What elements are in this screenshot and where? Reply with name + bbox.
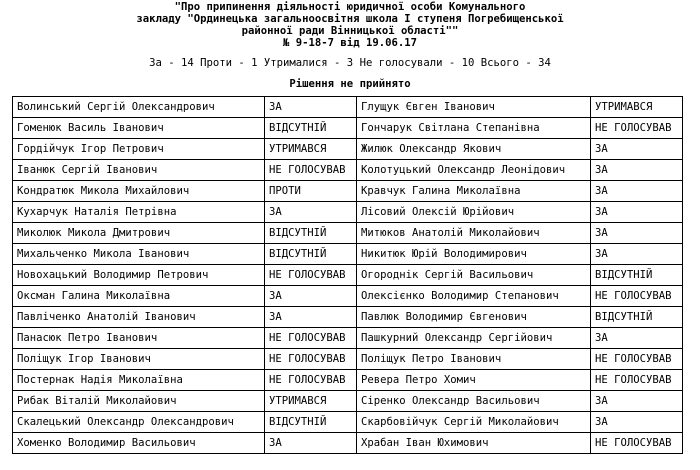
deputy-name-cell: Михальченко Микола Іванович (13, 244, 265, 265)
deputy-name-cell: Олексієнко Володимир Степанович (357, 286, 591, 307)
deputy-name-cell: Панасюк Петро Іванович (13, 328, 265, 349)
vote-cell: ВІДСУТНІЙ (265, 118, 357, 139)
vote-cell: ЗА (591, 328, 683, 349)
vote-cell: ЗА (591, 160, 683, 181)
title-line: закладу "Ординецька загальноосвітня школа I ступеня Погребищенської (136, 13, 564, 25)
deputy-name-cell: Гоменюк Василь Іванович (13, 118, 265, 139)
table-row (13, 97, 683, 118)
deputy-name-cell: Сіренко Олександр Васильович (357, 391, 591, 412)
deputy-name-cell: Колотуцький Олександр Леонідович (357, 160, 591, 181)
deputy-name-cell: Скарбовійчук Сергій Миколайович (357, 412, 591, 433)
vote-summary: За - 14 Проти - 1 Утрималися - 3 Не голосували - 10 Всього - 34 (149, 57, 551, 69)
vote-cell: ВІДСУТНІЙ (265, 412, 357, 433)
vote-cell: НЕ ГОЛОСУВАВ (591, 370, 683, 391)
deputy-name-cell: Храбан Іван Юхимович (357, 433, 591, 454)
vote-cell: ЗА (265, 97, 357, 118)
table-row (13, 307, 683, 328)
vote-cell: ВІДСУТНІЙ (265, 244, 357, 265)
deputy-name-cell: Постернак Надія Миколаївна (13, 370, 265, 391)
deputy-name-cell: Кондратюк Микола Михайлович (13, 181, 265, 202)
vote-cell: НЕ ГОЛОСУВАВ (265, 370, 357, 391)
table-row (13, 349, 683, 370)
table-row (13, 412, 683, 433)
vote-cell: ЗА (265, 202, 357, 223)
title-line: "Про припинення діяльності юридичної особи Комунального (174, 1, 526, 13)
table-row (13, 223, 683, 244)
deputy-name-cell: Поліщук Петро Іванович (357, 349, 591, 370)
deputy-name-cell: Новохацький Володимир Петрович (13, 265, 265, 286)
deputy-name-cell: Гордійчук Ігор Петрович (13, 139, 265, 160)
table-row (13, 118, 683, 139)
vote-cell: ЗА (591, 139, 683, 160)
vote-cell: НЕ ГОЛОСУВАВ (591, 286, 683, 307)
vote-cell: ЗА (591, 202, 683, 223)
deputy-name-cell: Лісовий Олексій Юрійович (357, 202, 591, 223)
vote-cell: НЕ ГОЛОСУВАВ (265, 160, 357, 181)
vote-cell: ЗА (591, 223, 683, 244)
deputy-name-cell: Рибак Віталій Миколайович (13, 391, 265, 412)
table-row (13, 391, 683, 412)
vote-cell: ЗА (591, 391, 683, 412)
deputy-name-cell: Павліченко Анатолій Іванович (13, 307, 265, 328)
vote-cell: УТРИМАВСЯ (265, 391, 357, 412)
vote-cell: НЕ ГОЛОСУВАВ (591, 349, 683, 370)
table-row (13, 139, 683, 160)
vote-result: Рішення не прийнято (289, 78, 411, 90)
deputy-name-cell: Кухарчук Наталія Петрівна (13, 202, 265, 223)
vote-cell: ЗА (265, 286, 357, 307)
vote-cell: НЕ ГОЛОСУВАВ (265, 349, 357, 370)
deputy-name-cell: Митюков Анатолій Миколайович (357, 223, 591, 244)
vote-cell: ВІДСУТНІЙ (591, 307, 683, 328)
table-row (13, 160, 683, 181)
deputy-name-cell: Павлюк Володимир Євгенович (357, 307, 591, 328)
table-row (13, 265, 683, 286)
table-row (13, 370, 683, 391)
table-row (13, 181, 683, 202)
deputy-name-cell: Кравчук Галина Миколаївна (357, 181, 591, 202)
deputy-name-cell: Оксман Галина Миколаївна (13, 286, 265, 307)
deputy-name-cell: Огороднік Сергій Васильович (357, 265, 591, 286)
vote-cell: ЗА (591, 412, 683, 433)
vote-cell: ВІДСУТНІЙ (265, 223, 357, 244)
deputy-name-cell: Жилюк Олександр Якович (357, 139, 591, 160)
vote-cell: НЕ ГОЛОСУВАВ (265, 265, 357, 286)
table-row (13, 202, 683, 223)
deputy-name-cell: Гончарук Світлана Степанівна (357, 118, 591, 139)
document-title (0, 1, 700, 49)
vote-cell: ЗА (591, 181, 683, 202)
vote-cell: УТРИМАВСЯ (265, 139, 357, 160)
title-line: районної ради Вінницької області"" (241, 25, 459, 37)
table-row (13, 328, 683, 349)
deputy-name-cell: Іванюк Сергій Іванович (13, 160, 265, 181)
deputy-name-cell: Хоменко Володимир Васильович (13, 433, 265, 454)
vote-cell: ВІДСУТНІЙ (591, 265, 683, 286)
vote-cell: НЕ ГОЛОСУВАВ (265, 328, 357, 349)
title-line: № 9-18-7 від 19.06.17 (283, 37, 417, 49)
deputy-name-cell: Волинський Сергій Олександрович (13, 97, 265, 118)
table-row (13, 244, 683, 265)
vote-cell: ЗА (591, 244, 683, 265)
vote-cell: УТРИМАВСЯ (591, 97, 683, 118)
votes-table (12, 96, 683, 454)
vote-cell: ЗА (265, 433, 357, 454)
deputy-name-cell: Пашкурний Олександр Сергійович (357, 328, 591, 349)
deputy-name-cell: Миколюк Микола Дмитрович (13, 223, 265, 244)
deputy-name-cell: Глущук Євген Іванович (357, 97, 591, 118)
votes-table-body (13, 97, 683, 454)
vote-cell: ЗА (265, 307, 357, 328)
vote-cell: НЕ ГОЛОСУВАВ (591, 118, 683, 139)
deputy-name-cell: Скалецький Олександр Олександрович (13, 412, 265, 433)
table-row (13, 286, 683, 307)
deputy-name-cell: Никитюк Юрій Володимирович (357, 244, 591, 265)
deputy-name-cell: Поліщук Ігор Іванович (13, 349, 265, 370)
vote-cell: ПРОТИ (265, 181, 357, 202)
table-row (13, 433, 683, 454)
vote-cell: НЕ ГОЛОСУВАВ (591, 433, 683, 454)
deputy-name-cell: Ревера Петро Хомич (357, 370, 591, 391)
